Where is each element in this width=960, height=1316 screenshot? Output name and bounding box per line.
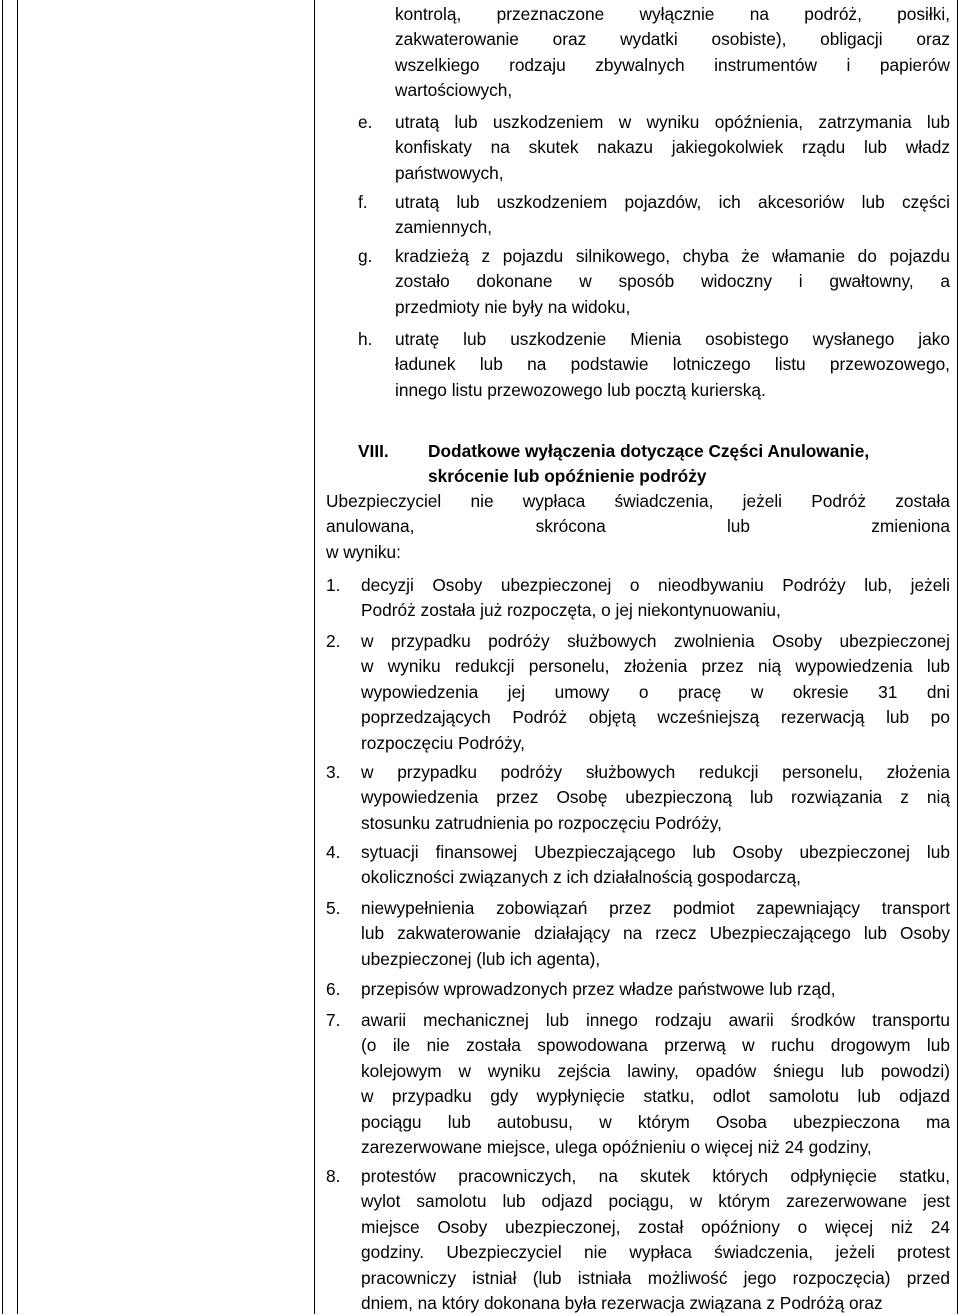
list-item-marker: h. (358, 329, 373, 349)
numbered-item-text (361, 977, 950, 1002)
text-line: decyzji Osoby ubezpieczonej o nieodbywaniu Podróży lub, jeżeli (361, 575, 950, 595)
numbered-item-text (361, 840, 950, 891)
numbered-item-text (361, 1164, 950, 1316)
section-intro (326, 489, 950, 565)
text-line: wypowiedzenia jej umowy o pracę w okresie 31 dni (361, 681, 950, 702)
section-title-line: skrócenie lub opóźnienie podróży (428, 466, 707, 487)
text-line: utratę lub uszkodzenie Mienia osobistego wysłanego jako (395, 329, 950, 349)
text-line: okoliczności związanych z ich działalnością gospodarczą, (361, 867, 801, 888)
text-line: lub zakwaterowanie działający na rzecz Ubezpieczającego lub Osoby (361, 923, 950, 944)
text-line: wartościowych, (395, 80, 513, 101)
text-line: innego listu przewozowego lub pocztą kurierską. (395, 379, 766, 400)
numbered-item-marker: 7. (326, 1010, 341, 1030)
text-line: utratą lub uszkodzeniem pojazdów, ich akcesoriów lub części (395, 192, 950, 212)
section-number: VIII. (358, 441, 389, 461)
text-line: w wyniku redukcji personelu, złożenia przez nią wypowiedzenia lub (361, 656, 950, 677)
list-item-text (395, 244, 950, 320)
text-line: wylot samolotu lub odjazd pociągu, w którym zarezerwowane jest (361, 1191, 950, 1212)
text-line: w przypadku podróży służbowych redukcji personelu, złożenia (361, 762, 950, 782)
text-line: w przypadku gdy wypłynięcie statku, odlot samolotu lub odjazd (361, 1086, 950, 1107)
text-line: kolejowym w wyniku zejścia lawiny, opadów śniegu lub powodzi) (361, 1060, 950, 1081)
table-border-content (314, 0, 315, 1314)
numbered-item-marker: 6. (326, 979, 341, 999)
list-item-marker: g. (358, 246, 373, 266)
text-line: zamiennych, (395, 217, 493, 238)
text-line: ubezpieczonej (lub ich agenta), (361, 948, 601, 969)
numbered-item-text (361, 896, 950, 972)
text-line: kontrolą, przeznaczone wyłącznie na podróż, posiłki, (395, 4, 950, 24)
text-line: utratą lub uszkodzeniem w wyniku opóźnienia, zatrzymania lub (395, 112, 950, 132)
text-line: przedmioty nie były na widoku, (395, 296, 631, 317)
text-line: pociągu lub autobusu, w którym Osoba ubezpieczona ma (361, 1111, 950, 1132)
list-item-marker: e. (358, 112, 373, 132)
text-line: protestów pracowniczych, na skutek których odpłynięcie statku, (361, 1166, 950, 1186)
list-item-marker: f. (358, 192, 368, 212)
text-line: (o ile nie została spowodowana przerwą w ruchu drogowym lub (361, 1035, 950, 1056)
text-line: zakwaterowanie oraz wydatki osobiste), obligacji oraz (395, 29, 950, 50)
text-line: pracowniczy istniał (lub istniała możliwość jego rozpoczęcia) przed (361, 1267, 950, 1288)
text-line: Ubezpieczyciel nie wypłaca świadczenia, jeżeli Podróż została (326, 491, 950, 511)
numbered-item-text (361, 760, 950, 836)
text-line: zarezerwowane miejsce, ulega opóźnieniu o więcej niż 24 godziny, (361, 1137, 872, 1158)
table-border-left (2, 0, 3, 1314)
text-line: godziny. Ubezpieczyciel nie wypłaca świadczenia, jeżeli protest (361, 1242, 950, 1263)
text-line: kradzieżą z pojazdu silnikowego, chyba że włamanie do pojazdu (395, 246, 950, 266)
numbered-item-text (361, 1008, 950, 1160)
numbered-item-marker: 1. (326, 575, 341, 595)
text-line: awarii mechanicznej lub innego rodzaju awarii środków transportu (361, 1010, 950, 1030)
numbered-item-marker: 3. (326, 762, 341, 782)
table-border-right (957, 0, 958, 1314)
list-item-text (395, 2, 950, 104)
text-line: dniem, na który dokonana była rezerwacja związana z Podróżą oraz (361, 1293, 883, 1314)
list-item-text (395, 190, 950, 241)
section-title (428, 439, 869, 490)
text-line: zostało dokonane w sposób widoczny i gwałtowny, a (395, 271, 950, 292)
numbered-item-text (361, 629, 950, 756)
text-line: miejsce Osoby ubezpieczonej, został opóźniony o więcej niż 24 (361, 1216, 950, 1237)
numbered-item-marker: 2. (326, 631, 341, 651)
text-line: niewypełnienia zobowiązań przez podmiot zapewniający transport (361, 898, 950, 918)
text-line: poprzedzających Podróż objętą wcześniejszą rezerwacją lub po (361, 707, 950, 728)
text-line: państwowych, (395, 162, 504, 183)
text-line: w przypadku podróży służbowych zwolnienia Osoby ubezpieczonej (361, 631, 950, 651)
list-item-text (395, 110, 950, 186)
numbered-item-text (361, 573, 950, 624)
text-line: ładunek lub na podstawie lotniczego listu przewozowego, (395, 354, 950, 375)
text-line: stosunku zatrudnienia po rozpoczęciu Podróży, (361, 812, 722, 833)
numbered-item-marker: 5. (326, 898, 341, 918)
text-line: przepisów wprowadzonych przez władze państwowe lub rząd, (361, 979, 836, 999)
text-line: sytuacji finansowej Ubezpieczającego lub Osoby ubezpieczonej lub (361, 842, 950, 862)
text-line: konfiskaty na skutek nakazu jakiegokolwiek rządu lub władz (395, 137, 950, 158)
table-border-inner (17, 0, 18, 1314)
text-line: rozpoczęciu Podróży, (361, 732, 525, 753)
list-item-text (395, 327, 950, 403)
text-line: wszelkiego rodzaju zbywalnych instrumentów i papierów (395, 54, 950, 75)
text-line: Podróż została już rozpoczęta, o jej niekontynuowaniu, (361, 600, 781, 621)
text-line: wypowiedzenia przez Osobę ubezpieczoną lub rozwiązania z nią (361, 787, 950, 808)
numbered-item-marker: 8. (326, 1166, 341, 1186)
text-line: w wyniku: (326, 541, 401, 562)
section-title-line: Dodatkowe wyłączenia dotyczące Części Anulowanie, (428, 441, 870, 461)
text-line: anulowana, skrócona lub zmieniona (326, 516, 950, 537)
numbered-item-marker: 4. (326, 842, 341, 862)
